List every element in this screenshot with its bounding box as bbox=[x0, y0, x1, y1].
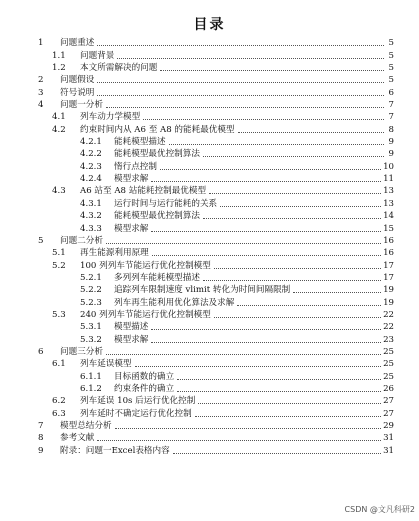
toc-entry-number: 5.1 bbox=[52, 248, 66, 259]
dot-leader bbox=[203, 280, 381, 281]
toc-entry-title: 附录：问题一Excel表格内容 bbox=[60, 445, 170, 456]
toc-entry-page: 25 bbox=[383, 359, 394, 370]
dot-leader bbox=[151, 329, 381, 330]
toc-entry-number: 6.1 bbox=[52, 359, 66, 370]
toc-entry[interactable] bbox=[38, 309, 394, 321]
dot-leader bbox=[97, 82, 384, 83]
dot-leader bbox=[198, 403, 381, 404]
toc-entry-page: 29 bbox=[383, 421, 394, 431]
dot-leader bbox=[209, 193, 381, 194]
dot-leader bbox=[203, 156, 384, 157]
toc-entry-title: 模型求解 bbox=[114, 223, 149, 234]
toc-entry-title: 列车延误模型 bbox=[80, 359, 132, 370]
dot-leader bbox=[151, 231, 381, 232]
toc-entry-number: 5.3.2 bbox=[80, 334, 102, 345]
toc-entry[interactable] bbox=[38, 333, 394, 345]
toc-entry-title: 问题三分析 bbox=[60, 346, 103, 357]
toc-entry-title: 模型总结分析 bbox=[60, 421, 112, 431]
dot-leader bbox=[214, 268, 381, 269]
dot-leader bbox=[203, 218, 381, 219]
toc-entry-title: 100 列列车节能运行优化控制模型 bbox=[80, 260, 211, 271]
toc-entry-number: 4.3.2 bbox=[80, 211, 102, 222]
toc-entry[interactable] bbox=[38, 197, 394, 209]
toc-entry[interactable] bbox=[38, 62, 394, 74]
toc-entry[interactable] bbox=[38, 358, 394, 370]
toc-entry[interactable] bbox=[38, 185, 394, 197]
toc-entry-page: 31 bbox=[383, 433, 394, 444]
toc-entry-number: 4.2.3 bbox=[80, 161, 102, 172]
dot-leader bbox=[151, 342, 381, 343]
toc-entry[interactable] bbox=[38, 123, 394, 135]
toc-entry-page: 17 bbox=[383, 272, 394, 283]
toc-entry-title: 运行时间与运行能耗的关系 bbox=[114, 198, 218, 209]
toc-entry-number: 3 bbox=[38, 87, 44, 98]
dot-leader bbox=[195, 416, 381, 417]
dot-leader bbox=[152, 255, 381, 256]
toc-entry-title: 目标函数的确立 bbox=[114, 371, 175, 382]
toc-entry-title: 问题背景 bbox=[80, 50, 115, 61]
toc-entry[interactable] bbox=[38, 383, 394, 395]
toc-entry-page: 8 bbox=[388, 124, 394, 135]
toc-entry-page: 5 bbox=[388, 75, 394, 86]
toc-entry-number: 5.3 bbox=[52, 309, 66, 320]
toc-entry[interactable] bbox=[38, 321, 394, 333]
toc-entry-page: 22 bbox=[383, 309, 394, 320]
toc-entry-page: 31 bbox=[383, 445, 394, 456]
toc-entry[interactable] bbox=[38, 346, 394, 358]
toc-entry-title: 模型求解 bbox=[114, 334, 149, 345]
toc-entry-number: 4.3.1 bbox=[80, 198, 102, 209]
toc-entry-page: 10 bbox=[383, 161, 394, 172]
toc-entry-page: 5 bbox=[388, 38, 394, 49]
toc-entry[interactable] bbox=[38, 86, 394, 98]
toc-entry-title: 参考文献 bbox=[60, 433, 95, 444]
toc-entry-number: 1 bbox=[38, 38, 44, 49]
toc-entry[interactable] bbox=[38, 148, 394, 160]
toc-entry-number: 2 bbox=[38, 75, 44, 86]
toc-entry-title: 能耗模型描述 bbox=[114, 137, 166, 148]
toc-entry-number: 6 bbox=[38, 346, 44, 357]
dot-leader bbox=[115, 428, 381, 429]
toc-entry-page: 16 bbox=[383, 235, 394, 246]
toc-entry-number: 4.2.2 bbox=[80, 149, 102, 160]
toc-entry-title: 追踪列车限制速度 vlimit 转化为时间间隔限制 bbox=[114, 285, 291, 296]
toc-entry-page: 25 bbox=[383, 371, 394, 382]
toc-entry-page: 17 bbox=[383, 260, 394, 271]
toc-entry-title: 模型描述 bbox=[114, 322, 149, 333]
toc-entry[interactable] bbox=[38, 247, 394, 259]
toc-entry-page: 7 bbox=[388, 100, 394, 111]
toc-entry-page: 15 bbox=[383, 223, 394, 234]
dot-leader bbox=[97, 45, 384, 46]
toc-entry[interactable] bbox=[38, 272, 394, 284]
dot-leader bbox=[151, 181, 381, 182]
dot-leader bbox=[293, 292, 381, 293]
dot-leader bbox=[106, 243, 381, 244]
dot-leader bbox=[220, 206, 381, 207]
toc-entry[interactable] bbox=[38, 296, 394, 308]
dot-leader bbox=[135, 366, 381, 367]
toc-entry-title: 问题一分析 bbox=[60, 100, 103, 111]
dot-leader bbox=[117, 58, 384, 59]
toc-entry-page: 9 bbox=[388, 149, 394, 160]
dot-leader bbox=[160, 169, 381, 170]
toc-entry-title: 问题重述 bbox=[60, 38, 95, 49]
toc-entry[interactable] bbox=[38, 160, 394, 172]
toc-entry[interactable] bbox=[38, 235, 394, 247]
toc-entry-title: 列车动力学模型 bbox=[80, 112, 141, 123]
toc-entry-page: 9 bbox=[388, 137, 394, 148]
toc-entry-number: 8 bbox=[38, 433, 44, 444]
toc-entry-title: 模型求解 bbox=[114, 174, 149, 185]
dot-leader bbox=[106, 107, 384, 108]
toc-entry-number: 4.3.3 bbox=[80, 223, 102, 234]
dot-leader bbox=[238, 132, 384, 133]
toc-entry-page: 13 bbox=[383, 198, 394, 209]
dot-leader bbox=[106, 354, 381, 355]
toc-entry[interactable] bbox=[38, 99, 394, 111]
toc-entry-title: 本文所需解决的问题 bbox=[80, 63, 158, 74]
toc-entry-number: 5.3.1 bbox=[80, 322, 102, 333]
toc-entry[interactable] bbox=[38, 37, 394, 49]
dot-leader bbox=[214, 317, 381, 318]
toc-entry-page: 27 bbox=[383, 408, 394, 419]
toc-entry-title: 多列列车能耗模型描述 bbox=[114, 272, 200, 283]
toc-entry-number: 6.2 bbox=[52, 396, 66, 407]
toc-entry[interactable] bbox=[38, 111, 394, 123]
toc-entry-number: 4 bbox=[38, 100, 44, 111]
dot-leader bbox=[169, 144, 384, 145]
toc-entry[interactable] bbox=[38, 222, 394, 234]
toc-entry-number: 6.3 bbox=[52, 408, 66, 419]
toc-entry-title: 符号说明 bbox=[60, 87, 95, 98]
toc-entry-number: 1.2 bbox=[52, 63, 66, 74]
toc-entry-number: 6.1.2 bbox=[80, 383, 102, 394]
csdn-watermark: CSDN @文凡科研2 bbox=[344, 505, 415, 514]
toc-entry-page: 7 bbox=[388, 112, 394, 123]
toc-entry-page: 25 bbox=[383, 346, 394, 357]
toc-entry-title: 能耗模型最优控制算法 bbox=[114, 211, 200, 222]
toc-entry[interactable] bbox=[38, 370, 394, 382]
toc-entry[interactable] bbox=[38, 284, 394, 296]
toc-entry-page: 19 bbox=[383, 285, 394, 296]
toc-entry-page: 5 bbox=[388, 50, 394, 61]
toc-entry-number: 4.1 bbox=[52, 112, 66, 123]
toc-entry-title: 问题假设 bbox=[60, 75, 95, 86]
toc-entry-number: 4.2 bbox=[52, 124, 66, 135]
dot-leader bbox=[173, 453, 381, 454]
toc-entry-title: 约束时间内从 A6 至 A8 的能耗最优模型 bbox=[80, 124, 235, 135]
toc-entry-title: 列车延时不确定运行优化控制 bbox=[80, 408, 192, 419]
table-of-contents bbox=[38, 37, 394, 457]
toc-entry-title: 240 列列车节能运行优化控制模型 bbox=[80, 309, 211, 320]
toc-entry[interactable] bbox=[38, 432, 394, 444]
toc-entry-number: 9 bbox=[38, 445, 44, 456]
toc-entry-number: 4.2.4 bbox=[80, 174, 102, 185]
toc-entry-page: 6 bbox=[388, 87, 394, 98]
toc-entry-title: 问题二分析 bbox=[60, 235, 103, 246]
toc-entry-number: 5.2 bbox=[52, 260, 66, 271]
dot-leader bbox=[237, 305, 381, 306]
toc-entry-number: 4.3 bbox=[52, 186, 66, 197]
dot-leader bbox=[143, 119, 384, 120]
toc-title: 目录 bbox=[193, 17, 226, 33]
toc-entry-number: 5.2.1 bbox=[80, 272, 102, 283]
toc-entry-page: 19 bbox=[383, 297, 394, 308]
toc-entry-page: 23 bbox=[383, 334, 394, 345]
toc-entry-title: 再生能源利用原理 bbox=[80, 248, 149, 259]
dot-leader bbox=[177, 391, 381, 392]
toc-entry[interactable] bbox=[38, 395, 394, 407]
toc-entry-title: 列车再生能利用优化算法及求解 bbox=[114, 297, 235, 308]
toc-entry[interactable] bbox=[38, 49, 394, 61]
dot-leader bbox=[177, 379, 381, 380]
toc-entry-page: 11 bbox=[383, 174, 394, 185]
toc-entry-number: 5.2.3 bbox=[80, 297, 102, 308]
toc-entry-page: 16 bbox=[383, 248, 394, 259]
toc-entry-title: 列车延误 10s 后运行优化控制 bbox=[80, 396, 196, 407]
toc-entry-number: 6.1.1 bbox=[80, 371, 102, 382]
toc-entry-number: 4.2.1 bbox=[80, 137, 102, 148]
toc-entry-page: 26 bbox=[383, 383, 394, 394]
toc-entry-page: 27 bbox=[383, 396, 394, 407]
toc-entry[interactable] bbox=[38, 136, 394, 148]
toc-entry-page: 22 bbox=[383, 322, 394, 333]
toc-entry[interactable] bbox=[38, 420, 394, 432]
dot-leader bbox=[97, 95, 384, 96]
toc-entry[interactable] bbox=[38, 74, 394, 86]
toc-entry[interactable] bbox=[38, 173, 394, 185]
toc-entry-title: 能耗模型最优控制算法 bbox=[114, 149, 200, 160]
toc-entry[interactable] bbox=[38, 444, 394, 456]
toc-entry-page: 13 bbox=[383, 186, 394, 197]
toc-entry-number: 5.2.2 bbox=[80, 285, 102, 296]
toc-entry-title: A6 站至 A8 站能耗控制最优模型 bbox=[80, 186, 207, 197]
toc-entry-title: 约束条件的确立 bbox=[114, 383, 175, 394]
toc-entry-title: 惰行点控制 bbox=[114, 161, 157, 172]
toc-entry[interactable] bbox=[38, 210, 394, 222]
toc-entry[interactable] bbox=[38, 259, 394, 271]
toc-entry-page: 5 bbox=[388, 63, 394, 74]
dot-leader bbox=[97, 440, 381, 441]
toc-entry-page: 14 bbox=[383, 211, 394, 222]
toc-entry-number: 7 bbox=[38, 421, 44, 431]
toc-entry-number: 1.1 bbox=[52, 50, 66, 61]
toc-entry-number: 5 bbox=[38, 235, 44, 246]
dot-leader bbox=[160, 70, 384, 71]
toc-entry[interactable] bbox=[38, 407, 394, 419]
